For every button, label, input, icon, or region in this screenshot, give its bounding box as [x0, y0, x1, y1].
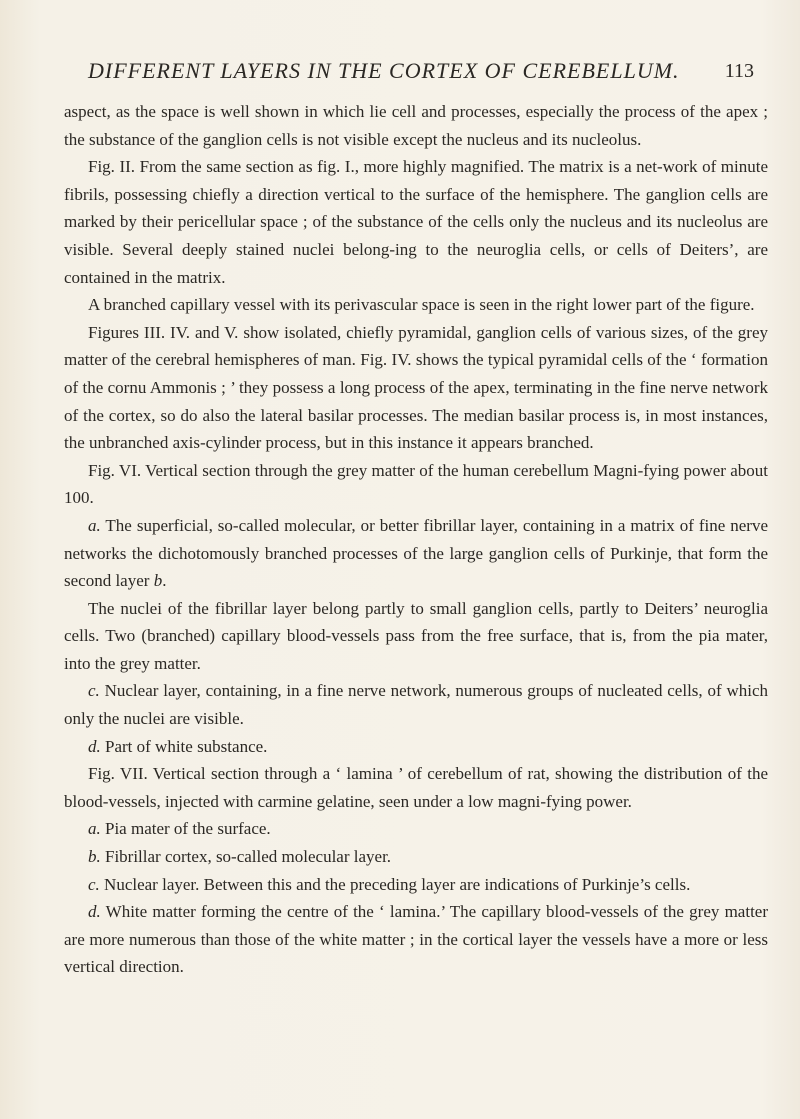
paragraph-text: White matter forming the centre of the ‘ lamina.’ The capillary blood-vessels of the grey matter are more numerous than those of the white matter ; in the cortical layer the vessels have a more or less vertical direction.: [64, 902, 768, 977]
paragraph-text: The superficial, so-called molecular, or better fibrillar layer, containing in a matrix of fine nerve networks the dichotomously branched processes of the large ganglion cells of Purkinje, that form the second layer: [64, 515, 768, 591]
item-label: d.: [88, 902, 101, 922]
paragraph-text: Figures III. IV. and V. show isolated, chiefly pyramidal, ganglion cells of various sizes, of the grey matter of the cerebral hemispheres of man. Fig. IV. shows the typical pyramidal cells of the ‘ formation of the cornu Ammonis ; ’ they possess a long process of the apex, terminating in the fine nerve network of the cortex, so do also the lateral basilar processes. The median basilar process is, in most instances, the unbranched axis-cylinder process, but in this instance it appears branched.: [64, 322, 768, 453]
para-capillary: [64, 291, 768, 319]
para-fig-3-5: [64, 319, 768, 457]
paragraph-text: A branched capillary vessel with its perivascular space is seen in the right lower part of the figure.: [88, 295, 755, 315]
para-fig-7-c: [64, 871, 768, 899]
running-header-title: DIFFERENT LAYERS IN THE CORTEX OF CEREBELLUM.: [88, 58, 680, 83]
paragraph-text: Nuclear layer. Between this and the preceding layer are indications of Purkinje’s cells.: [99, 874, 691, 894]
para-fig-2: [64, 153, 768, 291]
para-fig-6: [64, 457, 768, 512]
paragraph-text: Fig. II. From the same section as fig. I., more highly magnified. The matrix is a net-work of minute fibrils, possessing chiefly a direction vertical to the surface of the hemisphere. The ganglion cells are marked by their pericellular space ; of the substance of the cells only the nucleus and its nucleolus are visible. Several deeply stained nuclei belong-ing to the neuroglia cells, or cells of Deiters’, are contained in the matrix.: [64, 157, 768, 287]
para-fig-7-d: [64, 898, 768, 981]
para-fig-7-a: [64, 815, 768, 843]
paragraph-text: Pia mater of the surface.: [100, 819, 271, 839]
paragraph-text: Part of white substance.: [100, 736, 268, 756]
body-text: [64, 98, 768, 981]
para-apex-continued: [64, 98, 768, 153]
paragraph-text: Fig. VI. Vertical section through the grey matter of the human cerebellum Magni-fying power about 100.: [64, 460, 768, 508]
running-header: [88, 58, 754, 88]
page-number: 113: [724, 60, 754, 82]
item-label: a.: [88, 819, 101, 839]
para-fig-6-nuclei: [64, 595, 768, 678]
paragraph-text: Fibrillar cortex, so-called molecular layer.: [100, 847, 392, 867]
para-fig-6-d: [64, 733, 768, 761]
paragraph-text: Fig. VII. Vertical section through a ‘ lamina ’ of cerebellum of rat, showing the distribution of the blood-vessels, injected with carmine gelatine, seen under a low magni-fying power.: [64, 764, 768, 811]
paragraph-text: The nuclei of the fibrillar layer belong partly to small ganglion cells, partly to Deiters’ neuroglia cells. Two (branched) capillary blood-vessels pass from the free surface, that is, from the pia mater, into the grey matter.: [64, 598, 768, 673]
item-label: a.: [88, 515, 101, 535]
item-label: c.: [88, 874, 100, 894]
paragraph-text: aspect, as the space is well shown in which lie cell and processes, especially the process of the apex ; the substance of the ganglion cells is not visible except the nucleus and its nucleolus.: [64, 102, 768, 149]
paragraph-text: Nuclear layer, containing, in a fine nerve network, numerous groups of nucleated cells, of which only the nuclei are visible.: [64, 681, 768, 729]
item-label: c.: [88, 681, 100, 701]
layer-reference: b: [153, 571, 163, 591]
para-fig-6-c: [64, 677, 768, 732]
item-label: b.: [88, 847, 101, 867]
para-fig-6-a: [64, 512, 768, 595]
para-fig-7-b: [64, 843, 768, 871]
para-fig-7: [64, 760, 768, 815]
item-label: d.: [88, 736, 101, 756]
paragraph-suffix: .: [162, 571, 167, 591]
